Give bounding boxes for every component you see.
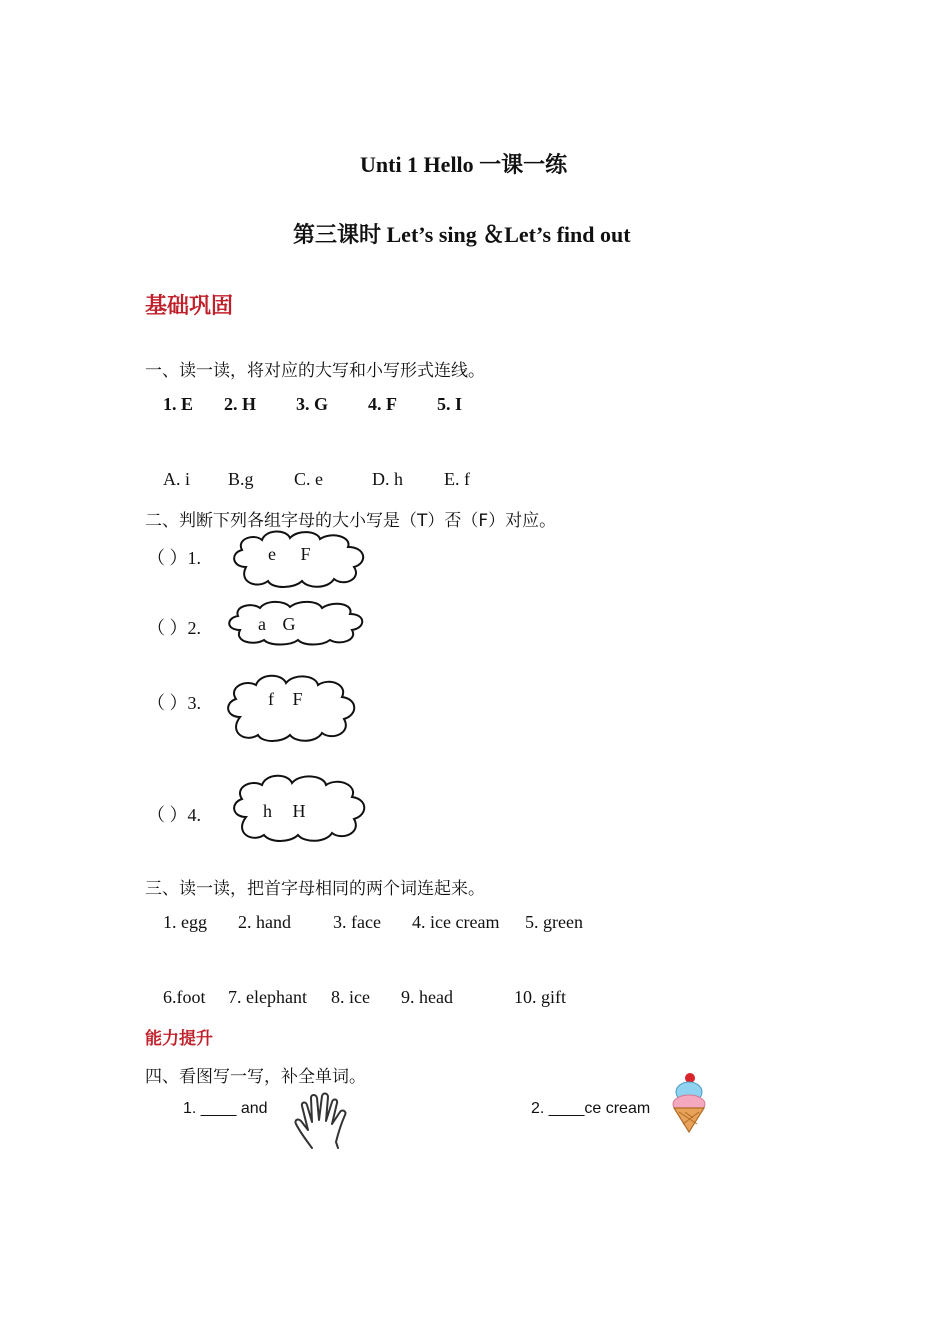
q1-upper-item: 3. G — [296, 394, 329, 414]
q3-word: 4. ice cream — [412, 912, 500, 932]
q1-lower-item: A. i — [163, 469, 190, 489]
q3-word: 8. ice — [331, 987, 370, 1007]
section-basic-heading: 基础巩固 — [145, 294, 234, 319]
q1-upper-item: 2. H — [224, 394, 257, 414]
q1-lower-item: C. e — [294, 469, 323, 489]
q1-lower-item: B.g — [228, 469, 254, 489]
q3-word: 10. gift — [514, 987, 566, 1007]
q1-upper-item: 4. F — [368, 394, 397, 414]
q2-letter-pair: a G — [258, 614, 296, 634]
q2-item-label: （ ）1. — [147, 548, 201, 568]
q3-instruction: 三、读一读，把首字母相同的两个词连起来。 — [145, 879, 485, 899]
q2-item-label: （ ）3. — [147, 693, 201, 713]
q1-lower-item: D. h — [372, 469, 403, 489]
q1-instruction: 一、读一读，将对应的大写和小写形式连线。 — [145, 361, 485, 381]
q3-word: 6.foot — [163, 987, 206, 1007]
q1-upper-item: 5. I — [437, 394, 463, 414]
cloud-shape — [224, 600, 368, 646]
q1-upper-item: 1. E — [163, 394, 194, 414]
q3-word: 2. hand — [238, 912, 291, 932]
q1-lower-item: E. f — [444, 469, 470, 489]
hand-icon — [292, 1090, 354, 1152]
q3-word: 9. head — [401, 987, 453, 1007]
q4-item-2: 2. ____ce cream — [531, 1100, 651, 1117]
q3-word: 1. egg — [163, 912, 207, 932]
q3-word: 5. green — [525, 912, 583, 932]
q3-word: 3. face — [333, 912, 381, 932]
lesson-subtitle: 第三课时 Let’s sing ＆Let’s find out — [293, 222, 631, 247]
q3-word: 7. elephant — [228, 987, 307, 1007]
ice-cream-icon — [668, 1072, 710, 1134]
section-advanced-heading: 能力提升 — [145, 1029, 213, 1049]
q4-item-1: 1. ____ and — [183, 1100, 268, 1117]
q2-letter-pair: e F — [268, 544, 311, 564]
q2-item-label: （ ）2. — [147, 618, 201, 638]
q2-letter-pair: f F — [268, 689, 303, 709]
q2-item-label: （ ）4. — [147, 805, 201, 825]
q2-instruction: 二、判断下列各组字母的大小写是（T）否（F）对应。 — [145, 511, 557, 531]
q2-letter-pair: h H — [263, 801, 306, 821]
page-title: Unti 1 Hello 一课一练 — [360, 152, 568, 177]
q4-instruction: 四、看图写一写，补全单词。 — [145, 1067, 366, 1087]
